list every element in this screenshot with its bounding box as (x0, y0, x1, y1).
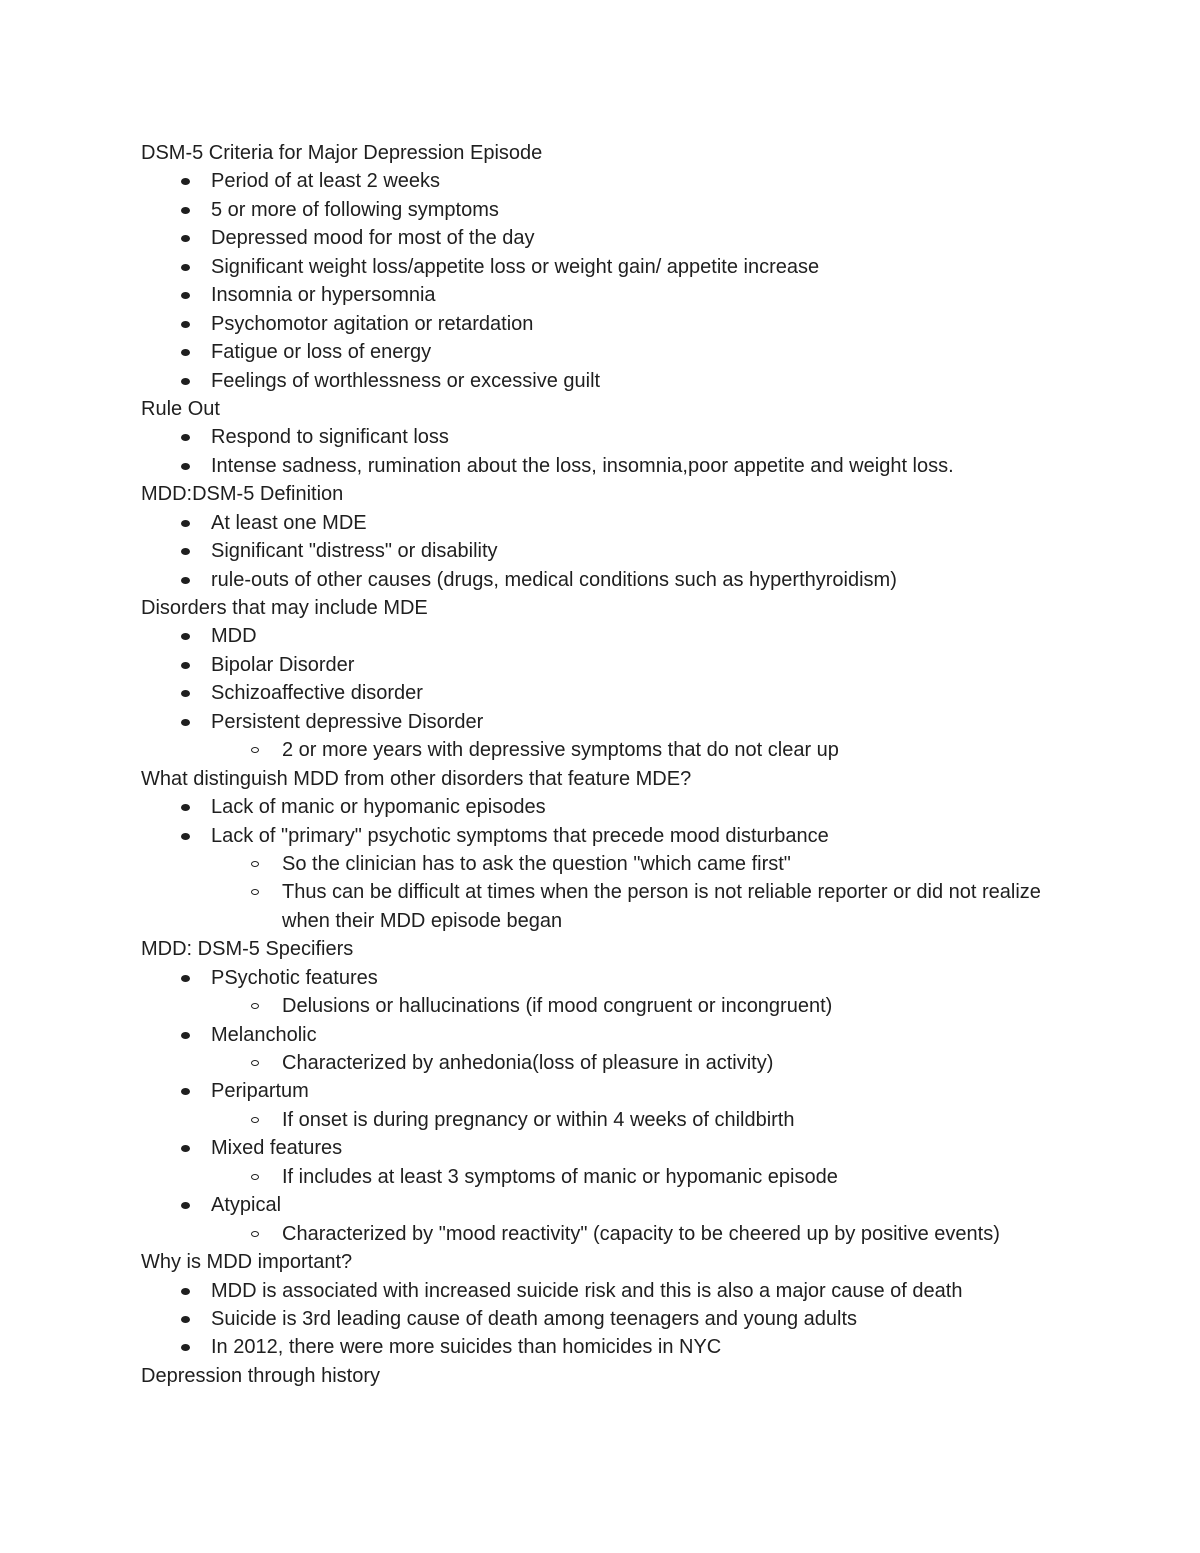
hollow-bullet-icon (251, 1117, 259, 1123)
bullet-item (141, 167, 1081, 195)
filled-bullet-icon (181, 1145, 190, 1152)
bullet-item (141, 622, 1081, 650)
bullet-text: Mixed features (211, 1137, 343, 1160)
sub-bullet-text: Characterized by anhedonia(loss of pleasure in activity) (282, 1052, 774, 1075)
bullet-text: At least one MDE (211, 511, 367, 534)
filled-bullet-icon (181, 520, 190, 527)
sub-bullet-item (141, 736, 1081, 764)
bullet-item (141, 822, 1081, 850)
filled-bullet-icon (181, 1316, 190, 1323)
bullet-text: Schizoaffective disorder (211, 682, 423, 705)
hollow-bullet-icon (251, 747, 259, 753)
filled-bullet-icon (181, 1288, 190, 1295)
bullet-item (141, 793, 1081, 821)
sub-bullet-text: Thus can be difficult at times when the person is not reliable reporter or did not realize when their MDD episode began (282, 881, 1041, 932)
filled-bullet-icon (181, 321, 190, 328)
sub-bullet-text: If includes at least 3 symptoms of manic or hypomanic episode (282, 1165, 838, 1188)
sub-bullet-text: If onset is during pregnancy or within 4 weeks of childbirth (282, 1108, 795, 1131)
bullet-text: Bipolar Disorder (211, 653, 355, 676)
bullet-item (141, 566, 1081, 594)
section-heading: MDD: DSM-5 Specifiers (141, 938, 354, 961)
bullet-item (141, 651, 1081, 679)
filled-bullet-icon (181, 577, 190, 584)
bullet-text: MDD is associated with increased suicide risk and this is also a major cause of death (211, 1279, 963, 1302)
filled-bullet-icon (181, 662, 190, 669)
filled-bullet-icon (181, 690, 190, 697)
section-heading: Disorders that may include MDE (141, 597, 428, 619)
bullet-text: Depressed mood for most of the day (211, 227, 535, 250)
filled-bullet-icon (181, 1344, 190, 1351)
notes-body (141, 139, 1081, 1390)
filled-bullet-icon (181, 833, 190, 840)
bullet-text: Atypical (211, 1194, 282, 1217)
bullet-text: Fatigue or loss of energy (211, 341, 432, 364)
hollow-bullet-icon (251, 889, 259, 895)
filled-bullet-icon (181, 434, 190, 441)
hollow-bullet-icon (251, 861, 259, 867)
sub-bullet-text: Delusions or hallucinations (if mood congruent or incongruent) (282, 995, 833, 1018)
bullet-item (141, 964, 1081, 992)
bullet-text: rule-outs of other causes (drugs, medical conditions such as hyperthyroidism) (211, 568, 897, 591)
filled-bullet-icon (181, 378, 190, 385)
bullet-text: Melancholic (211, 1023, 317, 1046)
hollow-bullet-icon (251, 1060, 259, 1066)
bullet-text: MDD (211, 625, 257, 648)
bullet-item (141, 1134, 1081, 1162)
bullet-text: Psychomotor agitation or retardation (211, 312, 534, 335)
sub-bullet-item (141, 1220, 1081, 1248)
section-heading: Why is MDD important? (141, 1251, 353, 1274)
bullet-text: Feelings of worthlessness or excessive guilt (211, 369, 601, 392)
bullet-item (141, 1305, 1081, 1333)
bullet-text: Peripartum (211, 1080, 309, 1103)
filled-bullet-icon (181, 548, 190, 555)
bullet-item (141, 1333, 1081, 1361)
bullet-item (141, 679, 1081, 707)
filled-bullet-icon (181, 975, 190, 982)
bullet-text: Lack of "primary" psychotic symptoms that precede mood disturbance (211, 824, 829, 847)
filled-bullet-icon (181, 719, 190, 726)
filled-bullet-icon (181, 264, 190, 271)
sub-bullet-item (141, 850, 1081, 878)
bullet-text: Insomnia or hypersomnia (211, 284, 436, 307)
section-heading: DSM-5 Criteria for Major Depression Episode (141, 142, 543, 164)
section-heading: Rule Out (141, 397, 220, 420)
section-heading: Depression through history (141, 1364, 381, 1387)
filled-bullet-icon (181, 235, 190, 242)
hollow-bullet-icon (251, 1231, 259, 1237)
sub-bullet-text: Characterized by "mood reactivity" (capacity to be cheered up by positive events) (282, 1222, 1000, 1245)
sub-bullet-item (141, 878, 1081, 935)
bullet-item (141, 1277, 1081, 1305)
filled-bullet-icon (181, 349, 190, 356)
bullet-item (141, 310, 1081, 338)
hollow-bullet-icon (251, 1174, 259, 1180)
bullet-item (141, 196, 1081, 224)
bullet-text: Persistent depressive Disorder (211, 710, 484, 733)
bullet-item (141, 1021, 1081, 1049)
filled-bullet-icon (181, 463, 190, 470)
filled-bullet-icon (181, 178, 190, 185)
bullet-text: Intense sadness, rumination about the loss, insomnia,poor appetite and weight loss. (211, 454, 954, 477)
bullet-item (141, 281, 1081, 309)
sub-bullet-item (141, 1163, 1081, 1191)
bullet-item (141, 537, 1081, 565)
bullet-text: Significant weight loss/appetite loss or weight gain/ appetite increase (211, 255, 820, 278)
bullet-item (141, 509, 1081, 537)
bullet-item (141, 1077, 1081, 1105)
bullet-item (141, 367, 1081, 395)
filled-bullet-icon (181, 1202, 190, 1209)
filled-bullet-icon (181, 207, 190, 214)
bullet-item (141, 338, 1081, 366)
bullet-text: Significant "distress" or disability (211, 540, 498, 563)
bullet-text: 5 or more of following symptoms (211, 198, 499, 221)
bullet-item (141, 224, 1081, 252)
bullet-text: Suicide is 3rd leading cause of death among teenagers and young adults (211, 1307, 858, 1330)
bullet-item (141, 423, 1081, 451)
bullet-item (141, 253, 1081, 281)
filled-bullet-icon (181, 633, 190, 640)
sub-bullet-item (141, 1049, 1081, 1077)
bullet-text: Period of at least 2 weeks (211, 170, 441, 193)
filled-bullet-icon (181, 1032, 190, 1039)
bullet-text: PSychotic features (211, 966, 378, 989)
section-heading: What distinguish MDD from other disorders that feature MDE? (141, 767, 692, 790)
bullet-text: Respond to significant loss (211, 426, 449, 449)
bullet-item (141, 1191, 1081, 1219)
sub-bullet-item (141, 1106, 1081, 1134)
bullet-item (141, 708, 1081, 736)
sub-bullet-text: 2 or more years with depressive symptoms that do not clear up (282, 739, 839, 762)
filled-bullet-icon (181, 804, 190, 811)
bullet-text: Lack of manic or hypomanic episodes (211, 796, 546, 819)
sub-bullet-item (141, 992, 1081, 1020)
section-heading: MDD:DSM-5 Definition (141, 483, 344, 506)
sub-bullet-text: So the clinician has to ask the question "which came first" (282, 852, 791, 875)
hollow-bullet-icon (251, 1003, 259, 1009)
filled-bullet-icon (181, 1088, 190, 1095)
filled-bullet-icon (181, 292, 190, 299)
bullet-text: In 2012, there were more suicides than homicides in NYC (211, 1336, 722, 1359)
bullet-item (141, 452, 1081, 480)
